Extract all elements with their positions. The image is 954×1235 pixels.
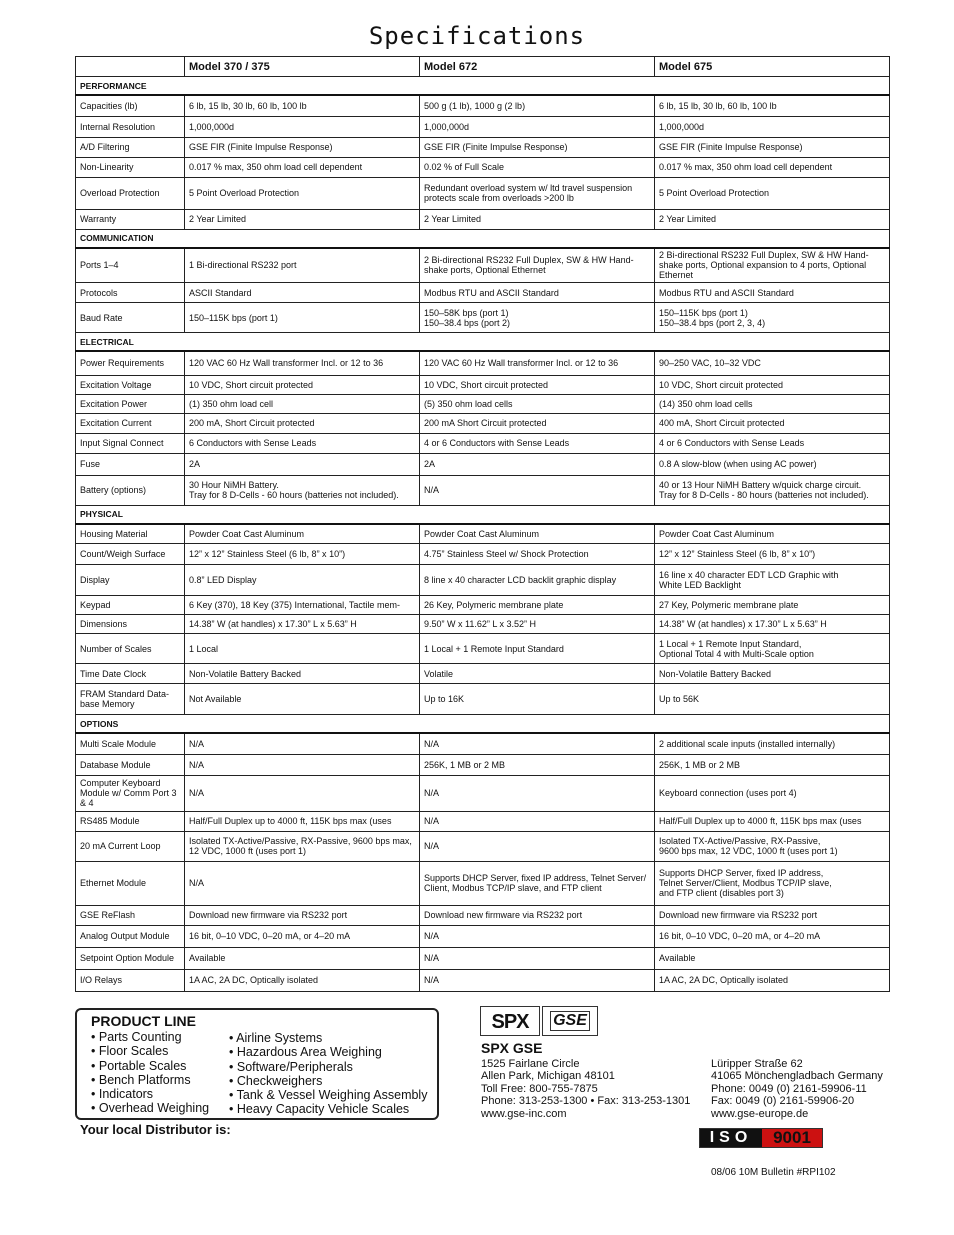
spec-value-cell: 2A — [185, 453, 420, 475]
spec-value-cell: Supports DHCP Server, fixed IP address, Telnet Server/ Client, Modbus TCP/IP slave, and FTP client — [420, 861, 655, 905]
section-heading: PHYSICAL — [76, 505, 890, 524]
us-phone-tollfree: Toll Free: 800-755-7875 — [481, 1082, 598, 1095]
spec-label-cell: A/D Filtering — [76, 137, 185, 157]
spec-value-cell: 10 VDC, Short circuit protected — [655, 375, 890, 394]
table-row — [76, 475, 890, 505]
spec-label-cell: Fuse — [76, 453, 185, 475]
product-line-title: PRODUCT LINE — [91, 1013, 196, 1029]
spec-label-cell: Battery (options) — [76, 475, 185, 505]
spec-value-cell: N/A — [420, 947, 655, 969]
spec-value-cell: N/A — [420, 969, 655, 991]
spec-value-cell: Available — [655, 947, 890, 969]
table-row — [76, 394, 890, 413]
section-row — [76, 77, 890, 96]
spec-value-cell: 1 Local — [185, 634, 420, 664]
spec-label-cell: Excitation Voltage — [76, 375, 185, 394]
section-row — [76, 333, 890, 352]
spec-value-cell: 27 Key, Polymeric membrane plate — [655, 596, 890, 615]
spec-value-cell: Isolated TX-Active/Passive, RX-Passive, 9600 bps max, 12 VDC, 1000 ft (uses port 1) — [655, 831, 890, 861]
product-line-item: • Portable Scales — [91, 1059, 209, 1073]
table-row — [76, 565, 890, 596]
section-heading: OPTIONS — [76, 715, 890, 734]
table-row — [76, 303, 890, 333]
table-row — [76, 615, 890, 634]
spec-value-cell: 2 Year Limited — [655, 209, 890, 229]
bulletin-footer: 08/06 10M Bulletin #RPI102 — [711, 1167, 836, 1178]
eu-website: www.gse-europe.de — [711, 1107, 809, 1120]
iso-9001-badge — [699, 1128, 823, 1148]
spec-value-cell: Keyboard connection (uses port 4) — [655, 775, 890, 811]
spec-value-cell: Modbus RTU and ASCII Standard — [655, 283, 890, 303]
eu-fax: Fax: 0049 (0) 2161-59906-20 — [711, 1095, 855, 1108]
spec-value-cell: Isolated TX-Active/Passive, RX-Passive, 9600 bps max, 12 VDC, 1000 ft (uses port 1) — [185, 831, 420, 861]
product-line-item: • Software/Peripherals — [229, 1060, 427, 1074]
spx-gse-logo — [480, 1006, 598, 1036]
iso-badge-left: ISO — [700, 1129, 762, 1147]
spec-label-cell: Protocols — [76, 283, 185, 303]
spec-value-cell: 4 or 6 Conductors with Sense Leads — [655, 433, 890, 453]
spec-value-cell: 1,000,000d — [655, 116, 890, 137]
spec-label-cell: Power Requirements — [76, 351, 185, 375]
spec-label-cell: Keypad — [76, 596, 185, 615]
spec-value-cell: Non-Volatile Battery Backed — [185, 664, 420, 684]
spec-value-cell: 400 mA, Short Circuit protected — [655, 413, 890, 433]
spec-value-cell: 2 Year Limited — [420, 209, 655, 229]
section-row — [76, 229, 890, 248]
spec-value-cell: (14) 350 ohm load cells — [655, 394, 890, 413]
spec-label-cell: Count/Weigh Surface — [76, 544, 185, 565]
spec-value-cell: 4 or 6 Conductors with Sense Leads — [420, 433, 655, 453]
product-line-item: • Indicators — [91, 1087, 209, 1101]
spec-label-cell: Internal Resolution — [76, 116, 185, 137]
product-line-list-left — [91, 1030, 209, 1116]
spec-label-cell: Warranty — [76, 209, 185, 229]
spec-value-cell: 4.75” Stainless Steel w/ Shock Protection — [420, 544, 655, 565]
spec-value-cell: Redundant overload system w/ ltd travel suspension protects scale from overloads >200 lb — [420, 177, 655, 209]
spec-value-cell: 0.017 % max, 350 ohm load cell dependent — [655, 157, 890, 177]
table-row — [76, 733, 890, 754]
spec-value-cell: 1A AC, 2A DC, Optically isolated — [655, 969, 890, 991]
spec-value-cell: 150–115K bps (port 1) — [185, 303, 420, 333]
table-row — [76, 209, 890, 229]
table-row — [76, 775, 890, 811]
spec-value-cell: Half/Full Duplex up to 4000 ft, 115K bps max (uses — [655, 811, 890, 831]
spec-label-cell: Excitation Current — [76, 413, 185, 433]
spec-value-cell: 6 lb, 15 lb, 30 lb, 60 lb, 100 lb — [655, 95, 890, 116]
spec-value-cell: GSE FIR (Finite Impulse Response) — [185, 137, 420, 157]
us-website: www.gse-inc.com — [481, 1107, 567, 1120]
spec-value-cell: 14.38” W (at handles) x 17.30” L x 5.63” H — [655, 615, 890, 634]
spec-value-cell: (5) 350 ohm load cells — [420, 394, 655, 413]
spec-value-cell: 8 line x 40 character LCD backlit graphic display — [420, 565, 655, 596]
spec-value-cell: Up to 16K — [420, 684, 655, 715]
spec-value-cell: 12” x 12” Stainless Steel (6 lb, 8” x 10”) — [655, 544, 890, 565]
spec-value-cell: Non-Volatile Battery Backed — [655, 664, 890, 684]
spec-value-cell: 256K, 1 MB or 2 MB — [655, 754, 890, 775]
spec-label-cell: GSE ReFlash — [76, 905, 185, 925]
spec-label-cell: Setpoint Option Module — [76, 947, 185, 969]
spec-value-cell: N/A — [185, 733, 420, 754]
spec-value-cell: Download new firmware via RS232 port — [185, 905, 420, 925]
table-row — [76, 177, 890, 209]
spec-value-cell: Powder Coat Cast Aluminum — [420, 524, 655, 544]
spec-value-cell: 1 Local + 1 Remote Input Standard — [420, 634, 655, 664]
spec-value-cell: 2 Year Limited — [185, 209, 420, 229]
spec-value-cell: GSE FIR (Finite Impulse Response) — [655, 137, 890, 157]
spec-label-cell: FRAM Standard Data-base Memory — [76, 684, 185, 715]
spec-label-cell: Housing Material — [76, 524, 185, 544]
spec-value-cell: N/A — [420, 775, 655, 811]
spec-label-cell: Time Date Clock — [76, 664, 185, 684]
product-line-item: • Overhead Weighing — [91, 1101, 209, 1115]
us-address-line: 1525 Fairlane Circle — [481, 1058, 580, 1070]
eu-address-line: Lüripper Straße 62 — [711, 1058, 803, 1070]
spec-value-cell: 6 lb, 15 lb, 30 lb, 60 lb, 100 lb — [185, 95, 420, 116]
spec-value-cell: (1) 350 ohm load cell — [185, 394, 420, 413]
gse-logo-text: GSE — [550, 1011, 590, 1031]
spec-label-cell: Computer Keyboard Module w/ Comm Port 3 & 4 — [76, 775, 185, 811]
spec-value-cell: Powder Coat Cast Aluminum — [655, 524, 890, 544]
spec-value-cell: N/A — [185, 861, 420, 905]
spec-value-cell: 1 Local + 1 Remote Input Standard, Optional Total 4 with Multi-Scale option — [655, 634, 890, 664]
spec-value-cell: 150–115K bps (port 1) 150–38.4 bps (port 2, 3, 4) — [655, 303, 890, 333]
spec-value-cell: 12” x 12” Stainless Steel (6 lb, 8” x 10”) — [185, 544, 420, 565]
product-line-item: • Floor Scales — [91, 1044, 209, 1058]
column-header: Model 370 / 375 — [185, 57, 420, 77]
product-line-item: • Hazardous Area Weighing — [229, 1045, 427, 1059]
spec-value-cell: 200 mA, Short Circuit protected — [185, 413, 420, 433]
spec-value-cell: 5 Point Overload Protection — [185, 177, 420, 209]
spec-value-cell: 1,000,000d — [420, 116, 655, 137]
spec-value-cell: Modbus RTU and ASCII Standard — [420, 283, 655, 303]
section-heading: ELECTRICAL — [76, 333, 890, 352]
spec-value-cell: 200 mA Short Circuit protected — [420, 413, 655, 433]
spec-value-cell: 90–250 VAC, 10–32 VDC — [655, 351, 890, 375]
spec-value-cell: 120 VAC 60 Hz Wall transformer Incl. or 12 to 36 — [185, 351, 420, 375]
table-row — [76, 433, 890, 453]
product-line-list-right — [229, 1031, 427, 1117]
eu-address — [711, 1058, 883, 1120]
spec-value-cell: 1 Bi-directional RS232 port — [185, 248, 420, 283]
spec-value-cell: 2 Bi-directional RS232 Full Duplex, SW & HW Hand-shake ports, Optional expansion to 4 ports, Optional Ethernet — [655, 248, 890, 283]
spec-label-cell: Non-Linearity — [76, 157, 185, 177]
spec-value-cell: Not Available — [185, 684, 420, 715]
spec-label-cell: RS485 Module — [76, 811, 185, 831]
spec-label-cell: Multi Scale Module — [76, 733, 185, 754]
table-row — [76, 375, 890, 394]
spec-value-cell: 0.8 A slow-blow (when using AC power) — [655, 453, 890, 475]
eu-phone: Phone: 0049 (0) 2161-59906-11 — [711, 1082, 867, 1095]
table-row — [76, 524, 890, 544]
product-line-box — [75, 1008, 439, 1120]
spec-label-cell: Excitation Power — [76, 394, 185, 413]
spec-label-cell: Display — [76, 565, 185, 596]
iso-badge-right: 9001 — [773, 1128, 811, 1147]
table-row — [76, 684, 890, 715]
spec-label-cell: 20 mA Current Loop — [76, 831, 185, 861]
table-row — [76, 453, 890, 475]
us-phone-fax: Phone: 313-253-1300 • Fax: 313-253-1301 — [481, 1095, 691, 1108]
spec-value-cell: 256K, 1 MB or 2 MB — [420, 754, 655, 775]
spec-value-cell: N/A — [420, 811, 655, 831]
product-line-item: • Checkweighers — [229, 1074, 427, 1088]
table-row — [76, 811, 890, 831]
spec-value-cell: Download new firmware via RS232 port — [420, 905, 655, 925]
table-row — [76, 969, 890, 991]
spec-label-cell: I/O Relays — [76, 969, 185, 991]
spec-value-cell: 150–58K bps (port 1) 150–38.4 bps (port 2) — [420, 303, 655, 333]
spec-label-cell: Number of Scales — [76, 634, 185, 664]
spec-value-cell: 10 VDC, Short circuit protected — [420, 375, 655, 394]
spec-value-cell: 2A — [420, 453, 655, 475]
table-row — [76, 596, 890, 615]
spec-value-cell: 9.50” W x 11.62” L x 3.52” H — [420, 615, 655, 634]
product-line-item: • Heavy Capacity Vehicle Scales — [229, 1102, 427, 1116]
spec-value-cell: Volatile — [420, 664, 655, 684]
product-line-item: • Airline Systems — [229, 1031, 427, 1045]
spx-logo-text: SPX — [480, 1006, 540, 1036]
spec-value-cell: ASCII Standard — [185, 283, 420, 303]
us-address-line: Allen Park, Michigan 48101 — [481, 1070, 615, 1083]
us-address — [481, 1058, 690, 1120]
spec-value-cell: N/A — [185, 775, 420, 811]
table-row — [76, 861, 890, 905]
spec-value-cell: Half/Full Duplex up to 4000 ft, 115K bps max (uses — [185, 811, 420, 831]
table-row — [76, 664, 890, 684]
section-heading: COMMUNICATION — [76, 229, 890, 248]
spec-value-cell: Available — [185, 947, 420, 969]
spec-label-cell: Dimensions — [76, 615, 185, 634]
spec-value-cell: GSE FIR (Finite Impulse Response) — [420, 137, 655, 157]
spec-value-cell: 2 Bi-directional RS232 Full Duplex, SW & HW Hand-shake ports, Optional Ethernet — [420, 248, 655, 283]
column-header: Model 675 — [655, 57, 890, 77]
spec-value-cell: N/A — [420, 831, 655, 861]
spec-value-cell: N/A — [420, 475, 655, 505]
spec-value-cell: N/A — [185, 754, 420, 775]
spec-label-cell: Ports 1–4 — [76, 248, 185, 283]
spec-value-cell: 0.8” LED Display — [185, 565, 420, 596]
table-row — [76, 116, 890, 137]
table-row — [76, 544, 890, 565]
company-name: SPX GSE — [481, 1040, 543, 1056]
section-row — [76, 505, 890, 524]
spec-label-cell: Ethernet Module — [76, 861, 185, 905]
table-row — [76, 248, 890, 283]
spec-value-cell: 6 Key (370), 18 Key (375) International, Tactile mem- — [185, 596, 420, 615]
gse-logo-box — [542, 1006, 598, 1036]
spec-value-cell: 2 additional scale inputs (installed internally) — [655, 733, 890, 754]
spec-value-cell: 6 Conductors with Sense Leads — [185, 433, 420, 453]
distributor-label: Your local Distributor is: — [80, 1122, 231, 1137]
spec-value-cell: 5 Point Overload Protection — [655, 177, 890, 209]
table-header-row — [76, 57, 890, 77]
spec-label-cell: Capacities (lb) — [76, 95, 185, 116]
table-row — [76, 947, 890, 969]
table-row — [76, 905, 890, 925]
table-row — [76, 413, 890, 433]
spec-label-cell: Database Module — [76, 754, 185, 775]
spec-value-cell: N/A — [420, 925, 655, 947]
spec-label-cell: Overload Protection — [76, 177, 185, 209]
spec-label-cell: Analog Output Module — [76, 925, 185, 947]
spec-value-cell: 0.02 % of Full Scale — [420, 157, 655, 177]
product-line-item: • Tank & Vessel Weighing Assembly — [229, 1088, 427, 1102]
spec-value-cell: Up to 56K — [655, 684, 890, 715]
spec-label-cell: Input Signal Connect — [76, 433, 185, 453]
spec-value-cell: Supports DHCP Server, fixed IP address, Telnet Server/Client, Modbus TCP/IP slave, and FTP client (disables port 3) — [655, 861, 890, 905]
spec-value-cell: 16 bit, 0–10 VDC, 0–20 mA, or 4–20 mA — [655, 925, 890, 947]
table-row — [76, 137, 890, 157]
product-line-item: • Bench Platforms — [91, 1073, 209, 1087]
spec-value-cell: 30 Hour NiMH Battery. Tray for 8 D-Cells - 60 hours (batteries not included). — [185, 475, 420, 505]
spec-value-cell: 1,000,000d — [185, 116, 420, 137]
specifications-table — [75, 56, 890, 992]
spec-value-cell: N/A — [420, 733, 655, 754]
spec-value-cell: Powder Coat Cast Aluminum — [185, 524, 420, 544]
page-title: Specifications — [368, 22, 586, 50]
spec-value-cell: 16 bit, 0–10 VDC, 0–20 mA, or 4–20 mA — [185, 925, 420, 947]
spec-value-cell: Download new firmware via RS232 port — [655, 905, 890, 925]
spec-value-cell: 500 g (1 lb), 1000 g (2 lb) — [420, 95, 655, 116]
product-line-item: • Parts Counting — [91, 1030, 209, 1044]
spec-value-cell: 26 Key, Polymeric membrane plate — [420, 596, 655, 615]
spec-value-cell: 120 VAC 60 Hz Wall transformer Incl. or 12 to 36 — [420, 351, 655, 375]
header-blank-cell — [76, 57, 185, 77]
table-row — [76, 634, 890, 664]
spec-label-cell: Baud Rate — [76, 303, 185, 333]
section-row — [76, 715, 890, 734]
spec-value-cell: 1A AC, 2A DC, Optically isolated — [185, 969, 420, 991]
spec-value-cell: 0.017 % max, 350 ohm load cell dependent — [185, 157, 420, 177]
table-row — [76, 925, 890, 947]
spec-value-cell: 14.38” W (at handles) x 17.30” L x 5.63” H — [185, 615, 420, 634]
table-row — [76, 95, 890, 116]
eu-address-line: 41065 Mönchengladbach Germany — [711, 1070, 883, 1083]
table-row — [76, 831, 890, 861]
table-row — [76, 754, 890, 775]
column-header: Model 672 — [420, 57, 655, 77]
table-row — [76, 351, 890, 375]
spec-value-cell: 16 line x 40 character EDT LCD Graphic with White LED Backlight — [655, 565, 890, 596]
section-heading: PERFORMANCE — [76, 77, 890, 96]
table-row — [76, 157, 890, 177]
spec-value-cell: 40 or 13 Hour NiMH Battery w/quick charge circuit. Tray for 8 D-Cells - 80 hours (batteries not included). — [655, 475, 890, 505]
spec-value-cell: 10 VDC, Short circuit protected — [185, 375, 420, 394]
table-row — [76, 283, 890, 303]
